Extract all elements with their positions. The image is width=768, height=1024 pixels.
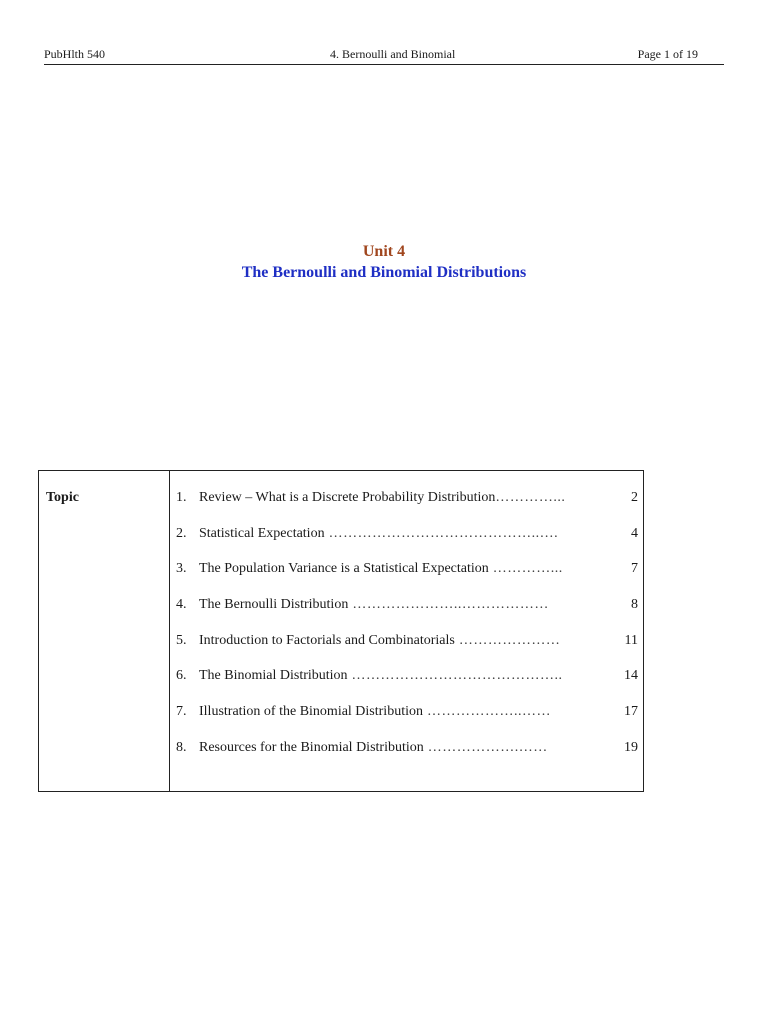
toc-item-number: 5. [176, 632, 187, 648]
toc-item[interactable] [176, 490, 638, 526]
toc-item-number: 4. [176, 597, 187, 613]
header-page-number: Page 1 of 19 [637, 47, 698, 61]
toc-item[interactable] [176, 740, 638, 776]
toc-item-page: 8 [631, 597, 638, 613]
toc-item-title: Introduction to Factorials and Combinatorials ………………… [199, 632, 561, 648]
toc-item[interactable] [176, 597, 638, 633]
toc-item[interactable] [176, 704, 638, 740]
toc-item-leader: ……………….…… [423, 739, 548, 755]
header-course: PubHlth 540 [44, 47, 106, 61]
header-chapter: 4. Bernoulli and Binomial [330, 47, 456, 61]
toc-item-number: 2. [176, 525, 187, 541]
table-of-contents [38, 470, 644, 792]
toc-item-page: 14 [624, 668, 638, 684]
toc-item-number: 1. [176, 490, 187, 505]
title-block [0, 242, 768, 284]
toc-item-title: The Binomial Distribution …………………………………….. [199, 668, 563, 684]
unit-label: Unit 4 [362, 243, 406, 260]
toc-item[interactable] [176, 561, 638, 597]
toc-heading: Topic [46, 490, 79, 505]
toc-item-page: 4 [631, 525, 638, 541]
toc-item[interactable] [176, 668, 638, 704]
unit-title: The Bernoulli and Binomial Distributions [241, 264, 527, 281]
toc-item-title: The Bernoulli Distribution …………………..……………… [199, 597, 549, 613]
toc-item-page: 17 [624, 704, 638, 720]
toc-item-title: Resources for the Binomial Distribution ……………….…… [199, 739, 548, 755]
toc-heading-cell [39, 471, 170, 791]
toc-item-leader: …………………..……………… [348, 597, 549, 613]
toc-item-page: 2 [631, 490, 638, 505]
toc-item-title: Review – What is a Discrete Probability Distribution…………... [199, 490, 566, 505]
toc-list [176, 490, 638, 776]
toc-item[interactable] [176, 633, 638, 669]
toc-item-number: 8. [176, 739, 187, 755]
toc-item-number: 7. [176, 704, 187, 720]
toc-item-number: 3. [176, 561, 187, 577]
toc-item-leader: ……………………………………..…. [324, 525, 559, 541]
toc-item-page: 19 [624, 739, 638, 755]
toc-item-leader: …………... [488, 561, 563, 577]
toc-item-page: 11 [624, 632, 638, 648]
page-header [44, 45, 724, 65]
toc-item-number: 6. [176, 668, 187, 684]
toc-item[interactable] [176, 526, 638, 562]
toc-item-title: The Population Variance is a Statistical Expectation …………... [199, 561, 563, 577]
toc-item-leader: …………... [495, 490, 566, 505]
toc-item-title: Illustration of the Binomial Distribution ………………..…… [199, 704, 551, 720]
toc-item-leader: ………………… [454, 632, 561, 648]
toc-item-title: Statistical Expectation ……………………………………..…. [199, 525, 559, 541]
toc-item-page: 7 [631, 561, 638, 577]
toc-item-leader: ………………..…… [422, 704, 551, 720]
toc-item-leader: …………………………………….. [347, 668, 563, 684]
